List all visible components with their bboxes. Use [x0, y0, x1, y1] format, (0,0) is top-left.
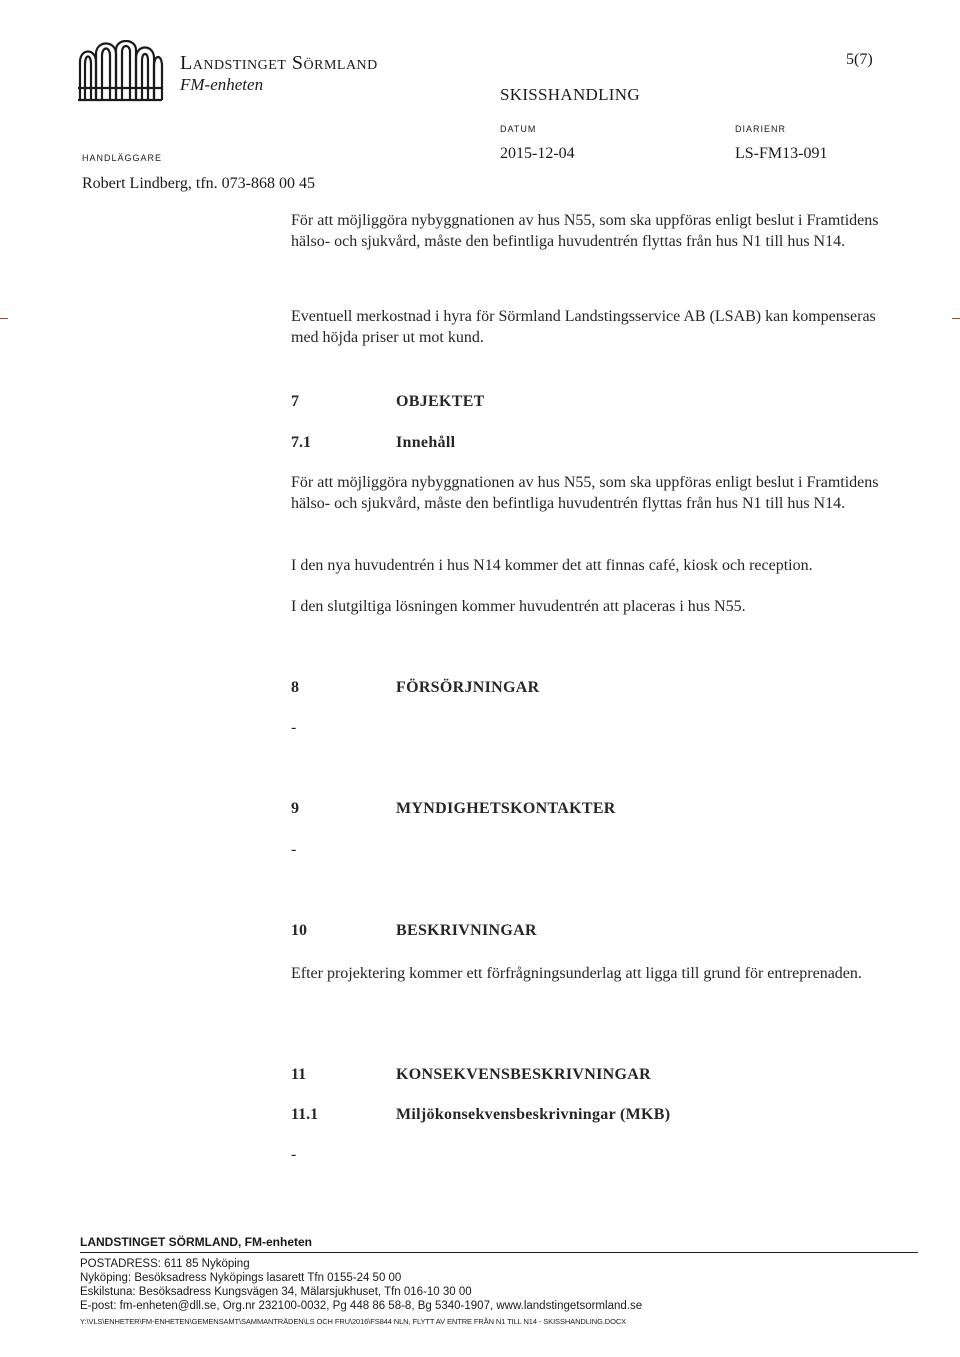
diary-value: LS-FM13-091 — [735, 145, 828, 162]
handler-label: HANDLÄGGARE — [82, 153, 163, 163]
section-11-title: KONSEKVENSBESKRIVNINGAR — [396, 1066, 651, 1083]
section-9-title: MYNDIGHETSKONTAKTER — [396, 800, 616, 817]
section-7-1-paragraph-3: I den slutgiltiga lösningen kommer huvudentrén att placeras i hus N55. — [291, 598, 746, 615]
footer-nykoping: Nyköping: Besöksadress Nyköpings lasarett Tfn 0155-24 50 00 — [80, 1272, 402, 1284]
handler-value: Robert Lindberg, tfn. 073-868 00 45 — [82, 175, 316, 192]
section-8-number: 8 — [291, 679, 299, 696]
landstinget-logo — [76, 40, 164, 102]
section-7-number: 7 — [291, 393, 299, 410]
section-8-title: FÖRSÖRJNINGAR — [396, 679, 540, 696]
intro-paragraph-2: Eventuell merkostnad i hyra för Sörmland Landstingsservice AB (LSAB) kan kompenseras med höjda priser ut mot kund. — [291, 308, 876, 346]
section-10-number: 10 — [291, 922, 307, 939]
footer-eskilstuna: Eskilstuna: Besöksadress Kungsvägen 34, Mälarsjukhuset, Tfn 016-10 30 00 — [80, 1286, 472, 1298]
section-8-body: - — [291, 719, 297, 736]
section-10-paragraph: Efter projektering kommer ett förfrågningsunderlag att ligga till grund för entreprenaden. — [291, 965, 862, 982]
section-9-body: - — [291, 841, 297, 858]
date-value: 2015-12-04 — [500, 145, 575, 162]
footer-contact: E-post: fm-enheten@dll.se, Org.nr 232100-0032, Pg 448 86 58-8, Bg 5340-1907, www.landstingetsormland.se — [80, 1300, 643, 1312]
date-label: DATUM — [500, 124, 537, 134]
footer-file-path: Y:\VLS\ENHETER\FM-ENHETEN\GEMENSAMT\SAMMANTRÄDEN\LS OCH FRU\2016\FS844 NLN, FLYTT AV ENTRE FRÅN N1 TILL N14 - SKISSHANDLING.DOCX — [80, 1317, 627, 1326]
section-11-1-body: - — [291, 1146, 297, 1163]
section-7-1-paragraph-1: För att möjliggöra nybyggnationen av hus N55, som ska uppföras enligt beslut i Framtidens hälso- och sjukvård, måste den befintliga huvudentrén flyttas från hus N1 till hus N14. — [291, 474, 879, 512]
org-unit: FM-enheten — [180, 75, 264, 94]
footer-postal: POSTADRESS: 611 85 Nyköping — [80, 1258, 250, 1270]
diary-label: DIARIENR — [735, 124, 787, 134]
footer-title: LANDSTINGET SÖRMLAND, FM-enheten — [80, 1235, 312, 1249]
section-7-1-title: Innehåll — [396, 434, 456, 451]
section-11-1-number: 11.1 — [291, 1106, 319, 1123]
section-7-title: OBJEKTET — [396, 393, 485, 410]
section-9-number: 9 — [291, 800, 299, 817]
document-type: SKISSHANDLING — [500, 85, 640, 104]
intro-paragraph-1: För att möjliggöra nybyggnationen av hus N55, som ska uppföras enligt beslut i Framtidens hälso- och sjukvård, måste den befintliga huvudentrén flyttas från hus N1 till hus N14. — [291, 212, 879, 250]
margin-mark-left — [0, 318, 8, 319]
section-10-title: BESKRIVNINGAR — [396, 922, 537, 939]
margin-mark-right — [952, 318, 960, 319]
section-7-1-number: 7.1 — [291, 434, 311, 451]
footer-divider — [80, 1252, 918, 1253]
page-number: 5(7) — [846, 51, 873, 68]
section-11-number: 11 — [291, 1066, 307, 1083]
section-7-1-paragraph-2: I den nya huvudentrén i hus N14 kommer det att finnas café, kiosk och reception. — [291, 557, 813, 574]
org-name: Landstinget Sörmland — [180, 52, 378, 74]
section-11-1-title: Miljökonsekvensbeskrivningar (MKB) — [396, 1106, 671, 1123]
